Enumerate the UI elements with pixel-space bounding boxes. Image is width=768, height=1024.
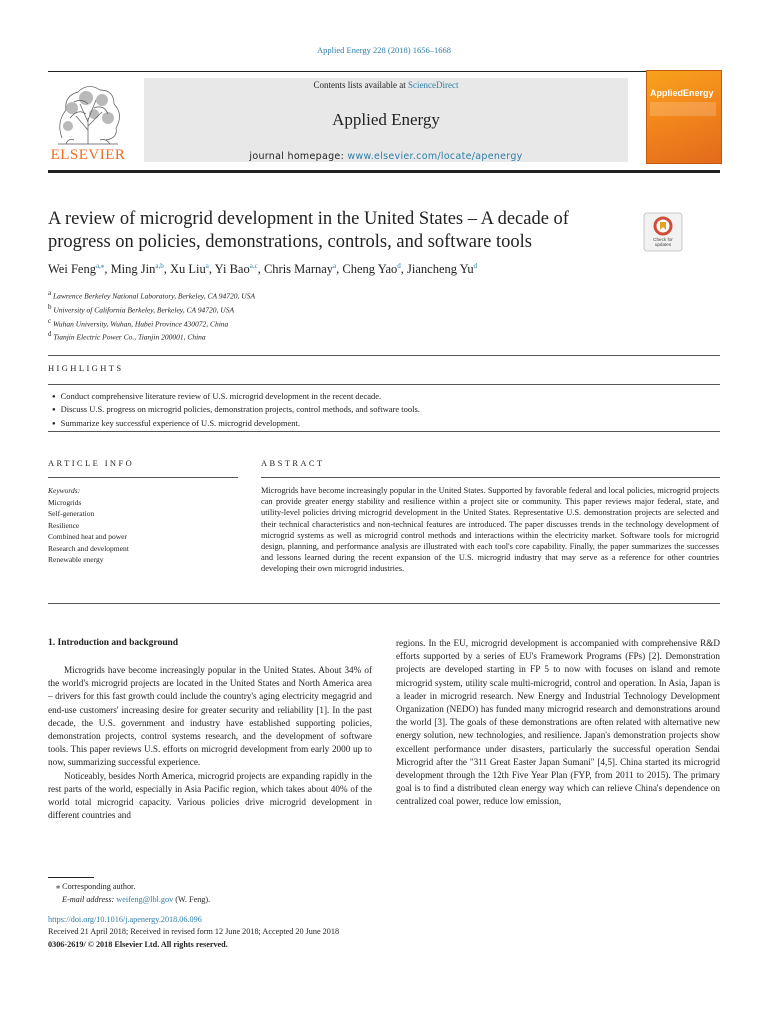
email-label: E-mail address: xyxy=(62,894,117,904)
keywords-label: Keywords: xyxy=(48,486,81,495)
cover-banner xyxy=(650,102,716,116)
affiliation-text: Lawrence Berkeley National Laboratory, Berkeley, CA 94720, USA xyxy=(52,291,256,301)
highlight-item: ● Conduct comprehensive literature review of U.S. microgrid development in the recent decade. xyxy=(52,390,420,403)
highlights-heading-rule xyxy=(48,384,720,385)
body-left-column xyxy=(48,664,372,822)
abstract-bottom-rule xyxy=(48,603,720,604)
publication-info xyxy=(48,914,339,951)
author-name[interactable]: Wei Feng xyxy=(48,262,96,277)
keyword-item: Combined heat and power xyxy=(48,532,127,541)
highlights-list xyxy=(52,390,420,430)
footnote xyxy=(48,881,210,906)
affiliation-marker: c xyxy=(48,316,52,325)
author-separator: , xyxy=(208,262,215,277)
highlight-item: ● Summarize key successful experience of U.S. microgrid development. xyxy=(52,417,420,430)
author-separator: , xyxy=(400,262,408,277)
keyword-item: Research and development xyxy=(48,543,129,553)
affiliation-text: University of California Berkeley, Berkeley, CA 94720, USA xyxy=(53,305,235,315)
author-name[interactable]: Chris Marnay xyxy=(263,262,334,277)
affiliation-text: Tianjin Electric Power Co., Tianjin 200001, China xyxy=(53,332,206,342)
sciencedirect-link[interactable]: ScienceDirect xyxy=(408,80,459,90)
author-separator: , xyxy=(336,262,343,277)
affiliation-item xyxy=(48,329,255,343)
contents-line xyxy=(144,80,628,90)
journal-name: Applied Energy xyxy=(332,110,440,129)
journal-cover-image xyxy=(646,70,722,164)
article-info-rule xyxy=(48,477,238,478)
header-bottom-rule xyxy=(48,170,720,173)
affiliation-item xyxy=(48,302,255,316)
homepage-line xyxy=(144,151,628,162)
svg-text:Check for: Check for xyxy=(653,237,673,242)
keyword-item: Self-generation xyxy=(48,509,95,518)
cover-title: AppliedEnergy xyxy=(650,88,714,98)
author-affiliation-marker[interactable]: a,⁎ xyxy=(95,262,105,270)
author-name[interactable]: Yi Bao xyxy=(214,262,250,277)
highlights-bottom-rule xyxy=(48,431,720,432)
email-line xyxy=(48,894,210,907)
copyright-line: 0306-2619/ © 2018 Elsevier Ltd. All rights reserved. xyxy=(48,939,228,949)
body-paragraph: Noticeably, besides North America, microgrid projects are expanding rapidly in the rest parts of the world, especially in Asia Pacific region, which takes about 40% of the world total microgrid capacity. Various policies drive microgrid development in different countries and xyxy=(48,770,372,821)
body-right-column xyxy=(396,637,720,809)
author-affiliation-marker[interactable]: a,c xyxy=(249,262,258,270)
corresponding-author-note: ⁎ Corresponding author. xyxy=(56,882,136,891)
affiliation-text: Wuhan University, Wuhan, Hubei Province 430072, China xyxy=(52,319,229,329)
abstract-rule xyxy=(261,477,720,478)
highlights-heading: HIGHLIGHTS xyxy=(48,363,124,373)
body-paragraph: regions. In the EU, microgrid development is accompanied with comprehensive R&D efforts supported by a series of EU's Framework Programs (FPs) [2]. Demonstration projects are developed starting in FP 5 to now with focuses on island and remote microgrid system, utility scale multi-microgrid, control and operation. In Asia, Japan is a leader in microgrid research. New Energy and Industrial Technology Development Organization (NEDO) has funded many microgrid research and demonstrations around the world [3]. The goals of these demonstrations are often related with alternative new energy solution, new technologies, and resilience. Japan's demonstration projects show excellent performance under disasters, particularly the successful operation Sendai Microgrid after the "311 Great Easter Japan Sumani" [4,5]. China started its microgrid development through the 12th Five Year Plan (FYP, from 2011 to 2015). The primary goal is to find a distributed clean energy way which can relieve China's dependence on centralized coal power, reduce low emission, xyxy=(396,638,720,807)
footnote-rule xyxy=(48,877,94,878)
header-top-rule xyxy=(48,71,720,72)
author-affiliation-marker[interactable]: a xyxy=(205,262,209,270)
keyword-item: Microgrids xyxy=(48,497,82,507)
keywords-block xyxy=(48,485,129,566)
affiliation-marker: a xyxy=(48,289,52,297)
author-separator: , xyxy=(257,262,264,277)
doi-link[interactable]: https://doi.org/10.1016/j.apenergy.2018.06.096 xyxy=(48,915,202,924)
received-dates: Received 21 April 2018; Received in revised form 12 June 2018; Accepted 20 June 2018 xyxy=(48,927,340,937)
author-affiliation-marker[interactable]: d xyxy=(473,262,478,270)
affiliation-item xyxy=(48,316,255,330)
author-list xyxy=(48,262,477,277)
email-link[interactable]: weifeng@lbl.gov xyxy=(116,894,174,904)
affiliation-marker: d xyxy=(48,330,52,339)
affiliation-item xyxy=(48,288,255,302)
author-name[interactable]: Jiancheng Yu xyxy=(407,262,474,277)
section-heading: 1. Introduction and background xyxy=(48,638,179,648)
author-name[interactable]: Ming Jin xyxy=(110,262,156,277)
author-separator: , xyxy=(163,262,170,277)
article-title: A review of microgrid development in the United States – A decade of progress on policies, demonstrations, controls, and software tools xyxy=(48,209,569,252)
abstract-heading: ABSTRACT xyxy=(261,458,325,468)
svg-text:updates: updates xyxy=(654,242,672,247)
journal-reference[interactable]: Applied Energy 228 (2018) 1656–1668 xyxy=(317,45,451,55)
abstract-text: Microgrids have become increasingly popular in the United States. Supported by favorable federal and local policies, microgrid projects can provide greater energy stability and resilience within a project site or community. This paper reviews major federal, state, and utility-level policies driving microgrid development in the United States. Representative U.S. demonstration projects are selected and their technical characteristics and non-technical features are introduced. The paper discusses trends in the technology development of microgrid systems as well as microgrid control methods and interactions within the electricity market. Software tools for microgrid design, planning, and performance analysis are illustrated with each tool's core capability. Finally, the paper summarizes the successes and lessons learned during the recent expansion of the U.S. microgrid industry that may serve as a reference for other countries developing their own microgrid industries. xyxy=(261,486,719,574)
author-separator: , xyxy=(104,262,111,277)
author-name[interactable]: Xu Liu xyxy=(169,262,206,277)
keyword-item: Renewable energy xyxy=(48,555,104,564)
author-affiliation-marker[interactable]: a,b xyxy=(155,262,164,270)
homepage-link[interactable]: www.elsevier.com/locate/apenergy xyxy=(347,151,523,162)
highlight-item: ● Discuss U.S. progress on microgrid policies, demonstration projects, control methods, and software tools. xyxy=(52,403,420,416)
keyword-item: Resilience xyxy=(48,520,80,530)
author-affiliation-marker[interactable]: d xyxy=(397,262,401,270)
elsevier-wordmark: ELSEVIER xyxy=(50,147,126,163)
affiliation-marker: b xyxy=(48,302,52,311)
affiliation-list xyxy=(48,288,255,343)
author-affiliation-marker[interactable]: a xyxy=(333,262,337,270)
homepage-prefix: journal homepage: xyxy=(249,151,348,162)
check-for-updates-icon[interactable] xyxy=(643,212,683,252)
author-name[interactable]: Cheng Yao xyxy=(342,262,398,277)
email-suffix: (W. Feng). xyxy=(173,894,211,904)
contents-prefix: Contents lists available at xyxy=(313,80,408,90)
article-info-heading: ARTICLE INFO xyxy=(48,458,135,468)
highlights-top-rule xyxy=(48,355,720,356)
body-paragraph: Microgrids have become increasingly popular in the United States. About 34% of the world's microgrid projects are located in the United States and North America area – drivers for this fast growth could include the country's aging electricity megagrid and end-use customers' increasing desire for greater security and reliability [1]. In the past decade, the U.S. government and industry have established supporting policies, demonstration projects, control systems research, and the development of software tools. This paper reviews U.S. efforts on microgrid development from early 2000 up to now, summarizing successful experience. xyxy=(48,665,372,768)
